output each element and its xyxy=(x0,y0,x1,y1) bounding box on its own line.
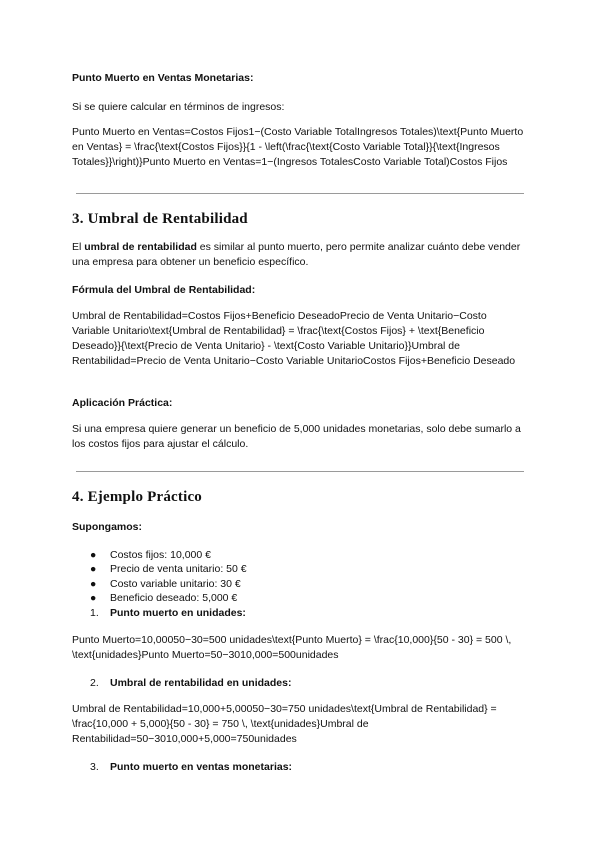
intro-pre-text: El xyxy=(72,241,85,253)
section-heading-umbral: 3. Umbral de Rentabilidad xyxy=(72,211,248,227)
step-number: 1. xyxy=(90,607,99,619)
paragraph-intro-revenue: Si se quiere calcular en términos de ingresos: xyxy=(72,101,285,113)
subheading-umbral-formula: Fórmula del Umbral de Rentabilidad: xyxy=(72,284,256,296)
divider xyxy=(76,193,524,194)
step-label: Umbral de rentabilidad en unidades: xyxy=(110,677,292,689)
divider xyxy=(76,471,524,472)
intro-bold-term: umbral de rentabilidad xyxy=(84,241,197,253)
bullet-icon: ● xyxy=(90,563,97,575)
step-label: Punto muerto en ventas monetarias: xyxy=(110,761,293,773)
bullet-icon: ● xyxy=(90,578,97,590)
formula-umbral: Umbral de Rentabilidad=Costos Fijos+Beneficio DeseadoPrecio de Venta Unitario−Costo Variable Unitario\text{Umbral de Rentabilidad} = \frac{\text{Costos Fijos} + \text{Beneficio Deseado}}{\text{Precio de Venta Unitario} - \text{Costo Variable Unitario}}Umbral de Rentabilidad=Precio de Venta Unitario−Costo Variable UnitarioCostos Fijos+Beneficio Deseado xyxy=(72,310,516,367)
intro-post-text: es similar al punto muerto, pero permite analizar cuánto debe vender una empresa para obtener un beneficio específico. xyxy=(72,241,521,268)
section-heading-example: 4. Ejemplo Práctico xyxy=(72,489,203,505)
subheading-monetary-break-even: Punto Muerto en Ventas Monetarias: xyxy=(72,72,254,84)
step-number: 3. xyxy=(90,761,99,773)
calculation-break-even-units: Punto Muerto=10,00050−30=500 unidades\text{Punto Muerto} = \frac{10,000}{50 - 30} = 500 \, \text{unidades}Punto Muerto=50−3010,000=500unidades xyxy=(72,634,512,661)
formula-monetary-break-even: Punto Muerto en Ventas=Costos Fijos1−(Costo Variable TotalIngresos Totales)\text{Punto Muerto en Ventas} = \frac{\text{Costos Fijos}}{1 - \left(\frac{\text{Costo Variable Total}}{\text{Ingresos Totales}}\right)}Punto Muerto en Ventas=1−(Ingresos TotalesCosto Variable Total)Costos Fijos xyxy=(72,126,524,168)
paragraph-umbral-intro xyxy=(72,240,524,270)
bullet-icon: ● xyxy=(90,549,97,561)
list-item-text: Precio de venta unitario: 50 € xyxy=(110,563,247,575)
bullet-icon: ● xyxy=(90,592,97,604)
subheading-suppose: Supongamos: xyxy=(72,521,142,533)
step-label: Punto muerto en unidades: xyxy=(110,607,246,619)
list-item-text: Costos fijos: 10,000 € xyxy=(110,549,211,561)
paragraph-practical-application: Si una empresa quiere generar un beneficio de 5,000 unidades monetarias, solo debe sumarlo a los costos fijos para ajustar el cálculo. xyxy=(72,423,521,450)
calculation-umbral-units: Umbral de Rentabilidad=10,000+5,00050−30=750 unidades\text{Umbral de Rentabilidad} = \frac{10,000 + 5,000}{50 - 30} = 750 \, \text{unidades}Umbral de Rentabilidad=50−3010,000+5,000=750unidades xyxy=(72,703,497,745)
list-item-text: Costo variable unitario: 30 € xyxy=(110,578,241,590)
list-item-text: Beneficio deseado: 5,000 € xyxy=(110,592,238,604)
subheading-practical-application: Aplicación Práctica: xyxy=(72,397,173,409)
step-number: 2. xyxy=(90,677,99,689)
